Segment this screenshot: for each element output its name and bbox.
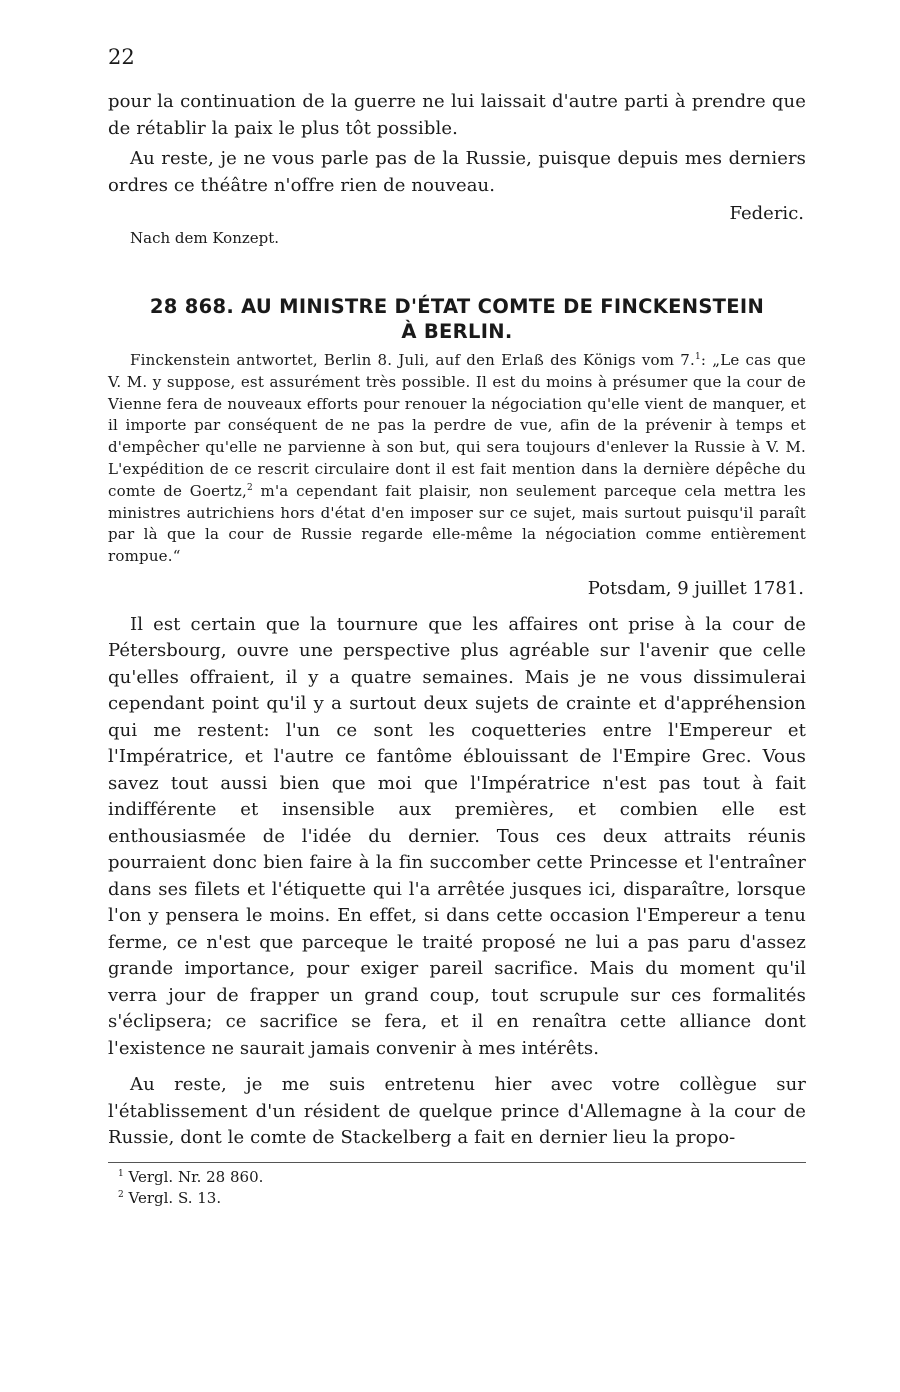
summary-paragraph [108, 350, 806, 568]
footnotes [108, 1167, 806, 1209]
letter-heading [108, 294, 806, 344]
footnote [118, 1188, 806, 1209]
paragraph-continuation: pour la continuation de la guerre ne lui laissait d'autre parti à prendre que de rétablir la paix le plus tôt possible. [108, 91, 806, 139]
paragraph-body-1: Il est certain que la tournure que les affaires ont prise à la cour de Pétersbourg, ouvre une perspective plus agréable sur l'avenir que celle qu'elles offraient, il y a quatre semaines. Mais je ne vous dissimulerai cependant point qu'il y a surtout deux sujets de crainte et d'appréhension qui me restent: l'un ce sont les coquetteries entre l'Empereur et l'Impératrice, et l'autre ce fantôme éblouissant de l'Empire Grec. Vous savez tout aussi bien que moi que l'Impératrice n'est pas tout à fait indifférente et insensible aux premières, et combien elle est enthousiasmée de l'idée du dernier. Tous ces deux attraits réunis pourraient donc bien faire à la fin succomber cette Princesse et l'entraîner dans ses filets et l'étiquette qui l'a arrêtée jusques ici, disparaître, lorsque l'on y pensera le moins. En effet, si dans cette occasion l'Empereur a tenu ferme, ce n'est que parceque le traité proposé ne lui a pas paru d'assez grande importance, pour exiger pareil sacrifice. Mais du moment qu'il verra jour de frapper un grand coup, tout scrupule sur ces formalités s'éclipsera; ce sacrifice se fera, et il en renaîtra cette alliance dont l'existence ne saurait jamais convenir à mes intérêts. [108, 613, 806, 1059]
footnote-ref-1: 1 [694, 352, 701, 362]
source-note: Nach dem Konzept. [130, 229, 280, 247]
footnote-text: Vergl. Nr. 28 860. [128, 1167, 264, 1186]
footnote-text: Vergl. S. 13. [128, 1188, 222, 1207]
dateline: Potsdam, 9 juillet 1781. [587, 577, 804, 599]
footnote-divider [108, 1162, 806, 1163]
footnote-mark: 2 [118, 1189, 124, 1200]
paragraph-russia: Au reste, je ne vous parle pas de la Russie, puisque depuis mes derniers ordres ce théâtre n'offre rien de nouveau. [108, 148, 806, 196]
summary-text-2: : „Le cas que V. M. y suppose, est assurément très possible. Il est du moins à présumer que la cour de Vienne fera de nouveaux efforts pour renouer la négociation qu'elle vient de manquer, et il importe par conséquent de ne pas la perdre de vue, afin de la prévenir à temps et d'empêcher qu'elle ne parvienne à son but, qui sera toujours d'enlever la Russie à V. M. L'expédition de ce rescrit circulaire dont il est fait mention dans la dernière dépêche du comte de Goertz, [108, 351, 806, 500]
summary-text-3: m'a cependant fait plaisir, non seulement parceque cela mettra les ministres autrichiens hors d'état d'en imposer sur ce sujet, mais surtout puisqu'il paraît par là que la cour de Russie regarde elle-même la négociation comme entièrement rompue.“ [108, 481, 806, 566]
heading-line-2: À BERLIN. [401, 320, 513, 343]
footnote [118, 1167, 806, 1188]
page-number: 22 [108, 45, 135, 69]
footnote-ref-2: 2 [246, 482, 253, 493]
paragraph-body-2: Au reste, je me suis entretenu hier avec votre collègue sur l'établissement d'un résident de quelque prince d'Allemagne à la cour de Russie, dont le comte de Stackelberg a fait en dernier lieu la propo- [108, 1074, 806, 1149]
signature: Federic. [729, 203, 804, 224]
heading-line-1: 28 868. AU MINISTRE D'ÉTAT COMTE DE FINCKENSTEIN [149, 295, 765, 318]
footnote-mark: 1 [118, 1168, 124, 1179]
document-page [108, 40, 806, 1209]
summary-text-1: Finckenstein antwortet, Berlin 8. Juli, auf den Erlaß des Königs vom 7. [130, 351, 695, 369]
